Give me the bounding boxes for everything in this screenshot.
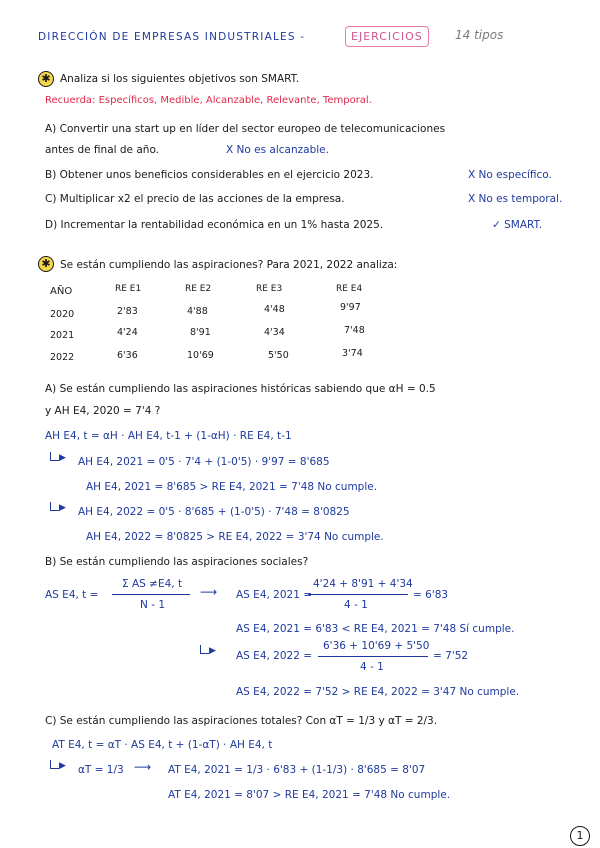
- partB-r2: AS E4, 2021 = 6'83 < RE E4, 2021 = 7'48 Sí cumple.: [236, 623, 515, 635]
- arrow-right-icon: ▶: [59, 453, 66, 463]
- partC-formula: AT E4, t = αT · AS E4, t + (1-αT) · AH E4, t: [52, 739, 273, 751]
- fraction-bar: [308, 594, 408, 595]
- page-number: 1: [570, 826, 590, 846]
- table-header-e1: RE E1: [115, 284, 142, 294]
- table-cell: 8'91: [190, 327, 211, 338]
- table-header-e2: RE E2: [185, 284, 212, 294]
- arrow-right-icon: ▶: [59, 503, 66, 513]
- partB-r1-lhs: AS E4, 2021 =: [236, 589, 313, 601]
- partC-question: C) Se están cumpliendo las aspiraciones totales? Con αT = 1/3 y αT = 2/3.: [45, 715, 438, 727]
- partB-formula-numerator: Σ AS ≠E4, t: [122, 578, 183, 590]
- ex1-d-verdict: ✓ SMART.: [492, 219, 543, 231]
- return-arrow-icon: [50, 452, 59, 461]
- ex1-reminder: Recuerda: Específicos, Medible, Alcanzable, Relevante, Temporal.: [45, 95, 372, 106]
- arrow-right-icon: ⟶: [200, 585, 218, 599]
- partB-formula-denominator: N - 1: [140, 599, 165, 611]
- table-cell: 2'83: [117, 306, 138, 317]
- table-header-e3: RE E3: [256, 284, 283, 294]
- partA-line4: AH E4, 2022 = 8'0825 > RE E4, 2022 = 3'74 No cumple.: [86, 531, 384, 543]
- partA-question-2: y AH E4, 2020 = 7'4 ?: [45, 405, 161, 417]
- ex1-a-verdict: X No es alcanzable.: [226, 144, 329, 156]
- ex1-a-line2: antes de final de año.: [45, 144, 160, 156]
- table-cell: 6'36: [117, 350, 138, 361]
- table-cell: 9'97: [340, 302, 361, 313]
- header-boxed-title: EJERCICIOS: [345, 26, 429, 47]
- fraction-bar: [318, 656, 428, 657]
- partA-formula: AH E4, t = αH · AH E4, t-1 + (1-αH) · RE E4, t-1: [45, 430, 292, 442]
- star-icon: ✱: [38, 71, 54, 87]
- arrow-right-icon: ⟶: [134, 760, 152, 774]
- table-cell: 4'88: [187, 306, 208, 317]
- table-cell: 4'34: [264, 327, 285, 338]
- partB-r4: AS E4, 2022 = 7'52 > RE E4, 2022 = 3'47 No cumple.: [236, 686, 520, 698]
- partB-r1-denominator: 4 - 1: [344, 599, 368, 611]
- partA-question: A) Se están cumpliendo las aspiraciones históricas sabiendo que αH = 0.5: [45, 383, 436, 395]
- header-subject: DIRECCIÓN DE EMPRESAS INDUSTRIALES -: [38, 31, 306, 43]
- arrow-right-icon: ▶: [209, 646, 216, 656]
- partB-r3-lhs: AS E4, 2022 =: [236, 650, 313, 662]
- partC-condition: αT = 1/3: [78, 764, 124, 776]
- ex1-c: C) Multiplicar x2 el precio de las acciones de la empresa.: [45, 193, 345, 205]
- partA-line1: AH E4, 2021 = 0'5 · 7'4 + (1-0'5) · 9'97 = 8'685: [78, 456, 330, 468]
- return-arrow-icon: [50, 502, 59, 511]
- partB-r1-numerator: 4'24 + 8'91 + 4'34: [313, 578, 413, 590]
- partC-r1: AT E4, 2021 = 1/3 · 6'83 + (1-1/3) · 8'685 = 8'07: [168, 764, 426, 776]
- table-cell: 2022: [50, 352, 75, 363]
- star-icon: ✱: [38, 256, 54, 272]
- table-header-e4: RE E4: [336, 284, 363, 294]
- return-arrow-icon: [200, 645, 209, 654]
- partA-line3: AH E4, 2022 = 0'5 · 8'685 + (1-0'5) · 7'48 = 8'0825: [78, 506, 350, 518]
- table-cell: 7'48: [344, 325, 365, 336]
- partB-r3-numerator: 6'36 + 10'69 + 5'50: [323, 640, 430, 652]
- table-cell: 3'74: [342, 348, 363, 359]
- partB-r3-denominator: 4 - 1: [360, 661, 384, 673]
- header-note: 14 tipos: [455, 28, 504, 42]
- ex1-a-line1: A) Convertir una start up en líder del sector europeo de telecomunicaciones: [45, 123, 446, 135]
- return-arrow-icon: [50, 760, 59, 769]
- ex1-c-verdict: X No es temporal.: [468, 193, 563, 205]
- table-cell: 4'48: [264, 304, 285, 315]
- ex1-b-verdict: X No específico.: [468, 169, 552, 181]
- ex1-d: D) Incrementar la rentabilidad económica en un 1% hasta 2025.: [45, 219, 384, 231]
- table-cell: 4'24: [117, 327, 138, 338]
- partB-formula-lhs: AS E4, t =: [45, 589, 99, 601]
- partB-r3-value: = 7'52: [433, 650, 469, 662]
- ex1-prompt: Analiza si los siguientes objetivos son SMART.: [60, 73, 300, 85]
- ex2-prompt: Se están cumpliendo las aspiraciones? Para 2021, 2022 analiza:: [60, 259, 398, 271]
- arrow-right-icon: ▶: [59, 761, 66, 771]
- table-cell: 5'50: [268, 350, 289, 361]
- partC-r2: AT E4, 2021 = 8'07 > RE E4, 2021 = 7'48 No cumple.: [168, 789, 451, 801]
- partA-line2: AH E4, 2021 = 8'685 > RE E4, 2021 = 7'48 No cumple.: [86, 481, 378, 493]
- ex1-b: B) Obtener unos beneficios considerables en el ejercicio 2023.: [45, 169, 374, 181]
- partB-question: B) Se están cumpliendo las aspiraciones sociales?: [45, 556, 309, 568]
- table-cell: 2020: [50, 309, 75, 320]
- table-header-year: AÑO: [50, 286, 73, 297]
- table-cell: 2021: [50, 330, 75, 341]
- fraction-bar: [112, 594, 190, 595]
- partB-r1-value: = 6'83: [413, 589, 449, 601]
- table-cell: 10'69: [187, 350, 214, 361]
